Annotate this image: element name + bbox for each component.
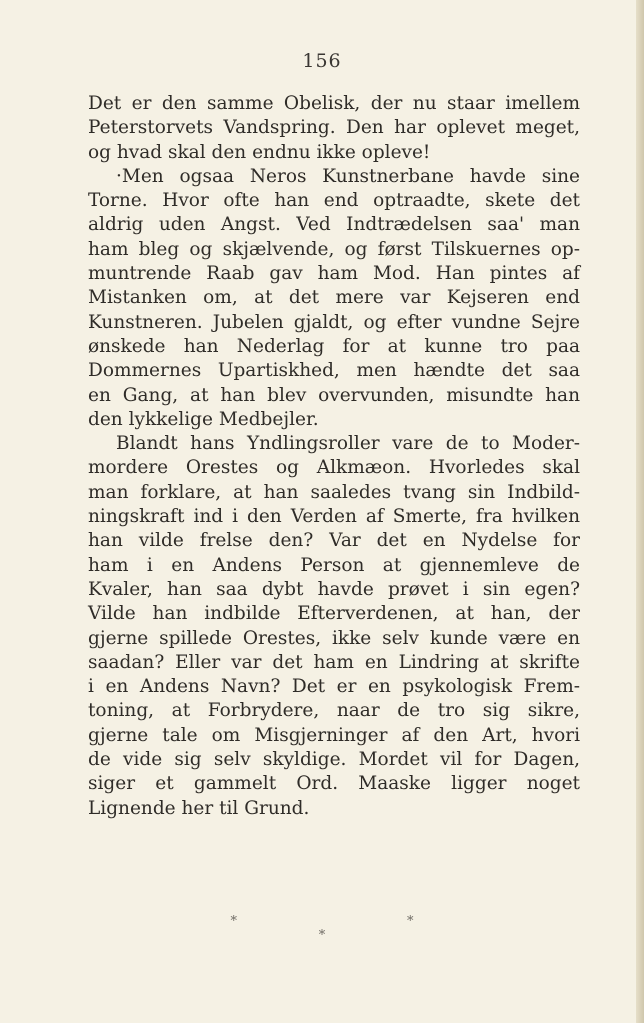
- text-line: Kvaler, han saa dybt havde prøvet i sin egen?: [88, 578, 580, 600]
- text-line: ham i en Andens Person at gjennemleve de: [88, 554, 580, 576]
- text-line: Blandt hans Yndlingsroller vare de to Moder-: [116, 433, 580, 455]
- text-line: Dommernes Upartiskhed, men hændte det saa: [88, 360, 580, 382]
- asterisk-icon: *: [230, 914, 237, 929]
- text-line: Vilde han indbilde Efterverdenen, at han, der: [88, 603, 580, 625]
- text-line: og hvad skal den endnu ikke opleve!: [88, 141, 431, 163]
- text-line: Peterstorvets Vandspring. Den har oplevet meget,: [88, 117, 580, 139]
- text-line: mordere Orestes og Alkmæon. Hvorledes skal: [88, 457, 580, 479]
- text-line: ·Men ogsaa Neros Kunstnerbane havde sine: [116, 165, 580, 187]
- text-line: ningskraft ind i den Verden af Smerte, fra hvilken: [88, 506, 580, 528]
- text-line: aldrig uden Angst. Ved Indtrædelsen saa' man: [88, 214, 580, 236]
- asterisk-icon: *: [407, 914, 414, 929]
- page-number: 156: [302, 50, 342, 72]
- text-line: gjerne spillede Orestes, ikke selv kunde være en: [88, 627, 580, 649]
- text-line: han vilde frelse den? Var det en Nydelse for: [88, 530, 580, 552]
- text-line: toning, at Forbrydere, naar de tro sig sikre,: [88, 700, 580, 722]
- text-line: Mistanken om, at det mere var Kejseren end: [88, 287, 580, 309]
- text-line: ham bleg og skjælvende, og først Tilskuernes op-: [88, 238, 580, 260]
- text-line: en Gang, at han blev overvunden, misundte han: [88, 384, 580, 406]
- text-line: Lignende her til Grund.: [88, 797, 310, 819]
- asterisk-icon: *: [318, 928, 326, 943]
- text-line: muntrende Raab gav ham Mod. Han pintes af: [88, 263, 580, 285]
- text-line: den lykkelige Medbejler.: [88, 408, 319, 430]
- body-text: [88, 92, 580, 821]
- text-line: Kunstneren. Jubelen gjaldt, og efter vundne Sejre: [88, 311, 580, 333]
- text-line: gjerne tale om Misgjerninger af den Art, hvori: [88, 724, 580, 746]
- text-line: Det er den samme Obelisk, der nu staar imellem: [88, 93, 580, 114]
- page-edge: [636, 0, 644, 1023]
- text-line: Torne. Hvor ofte han end optraadte, skete det: [88, 190, 580, 212]
- text-line: saadan? Eller var det ham en Lindring at skrifte: [88, 651, 580, 673]
- text-line: man forklare, at han saaledes tvang sin Indbild-: [88, 481, 580, 503]
- text-line: siger et gammelt Ord. Maaske ligger noget: [88, 773, 580, 795]
- ornament-stars-top: [0, 914, 644, 929]
- text-line: ønskede han Nederlag for at kunne tro paa: [88, 335, 580, 357]
- text-line: i en Andens Navn? Det er en psykologisk Frem-: [88, 676, 580, 698]
- ornament-star-bottom: [0, 928, 644, 943]
- text-line: de vide sig selv skyldige. Mordet vil for Dagen,: [88, 749, 580, 771]
